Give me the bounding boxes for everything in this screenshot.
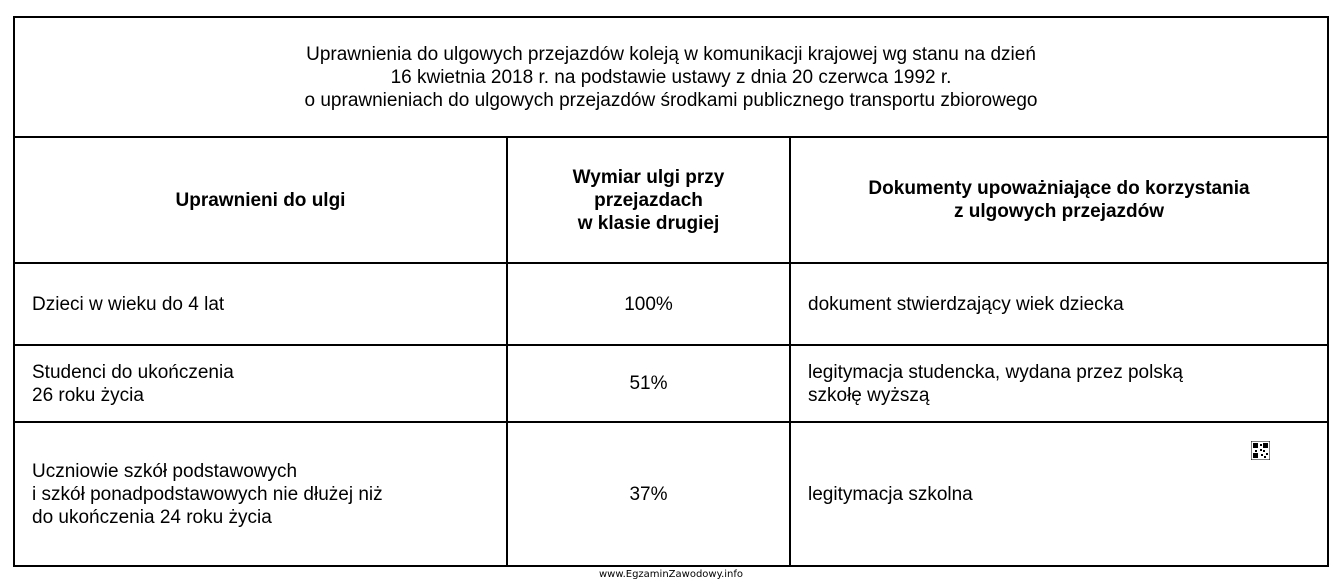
header-discount-line-1: Wymiar ulgi przy	[572, 166, 725, 188]
cell-documents	[790, 263, 1328, 345]
cell-entitled	[14, 345, 507, 422]
header-discount	[507, 137, 790, 263]
cell-line: do ukończenia 24 roku życia	[32, 506, 272, 528]
cell-documents	[790, 345, 1328, 422]
cell-line: dokument stwierdzający wiek dziecka	[808, 293, 1124, 315]
header-documents-line-1: Dokumenty upoważniające do korzystania	[868, 178, 1250, 199]
table-row	[14, 345, 1328, 422]
cell-line: Uczniowie szkół podstawowych	[32, 460, 298, 482]
cell-documents	[790, 422, 1328, 566]
header-entitled	[14, 137, 507, 263]
cell-line: legitymacja szkolna	[808, 483, 973, 505]
table-caption	[14, 17, 1328, 137]
caption-row	[14, 17, 1328, 137]
cell-line: Dzieci w wieku do 4 lat	[32, 293, 225, 315]
cell-discount: 37%	[507, 422, 790, 566]
cell-line: legitymacja studencka, wydana przez polską	[808, 361, 1183, 383]
caption-line-3: o uprawnieniach do ulgowych przejazdów środkami publicznego transportu zbiorowego	[304, 89, 1038, 111]
header-documents	[790, 137, 1328, 263]
header-entitled-line-1: Uprawnieni do ulgi	[175, 189, 346, 211]
caption-line-2: 16 kwietnia 2018 r. na podstawie ustawy z dnia 20 czerwca 1992 r.	[390, 66, 952, 88]
header-documents-line-2: z ulgowych przejazdów	[953, 201, 1165, 222]
cell-discount: 51%	[507, 345, 790, 422]
header-discount-line-3: w klasie drugiej	[577, 212, 720, 234]
cell-line: 26 roku życia	[32, 384, 144, 406]
header-row	[14, 137, 1328, 263]
cell-line: szkołę wyższą	[808, 384, 930, 406]
cell-entitled	[14, 263, 507, 345]
header-discount-line-2: przejazdach	[594, 189, 703, 211]
discount-table	[13, 16, 1329, 567]
table-row	[14, 422, 1328, 566]
cell-line: i szkół ponadpodstawowych nie dłużej niż	[32, 483, 383, 505]
qr-code-icon	[1251, 441, 1270, 460]
caption-line-1: Uprawnienia do ulgowych przejazdów koleją w komunikacji krajowej wg stanu na dzień	[306, 43, 1036, 65]
cell-entitled	[14, 422, 507, 566]
table-row	[14, 263, 1328, 345]
footer-watermark: www.EgzaminZawodowy.info	[598, 569, 744, 580]
cell-discount: 100%	[507, 263, 790, 345]
cell-line: Studenci do ukończenia	[32, 361, 234, 383]
